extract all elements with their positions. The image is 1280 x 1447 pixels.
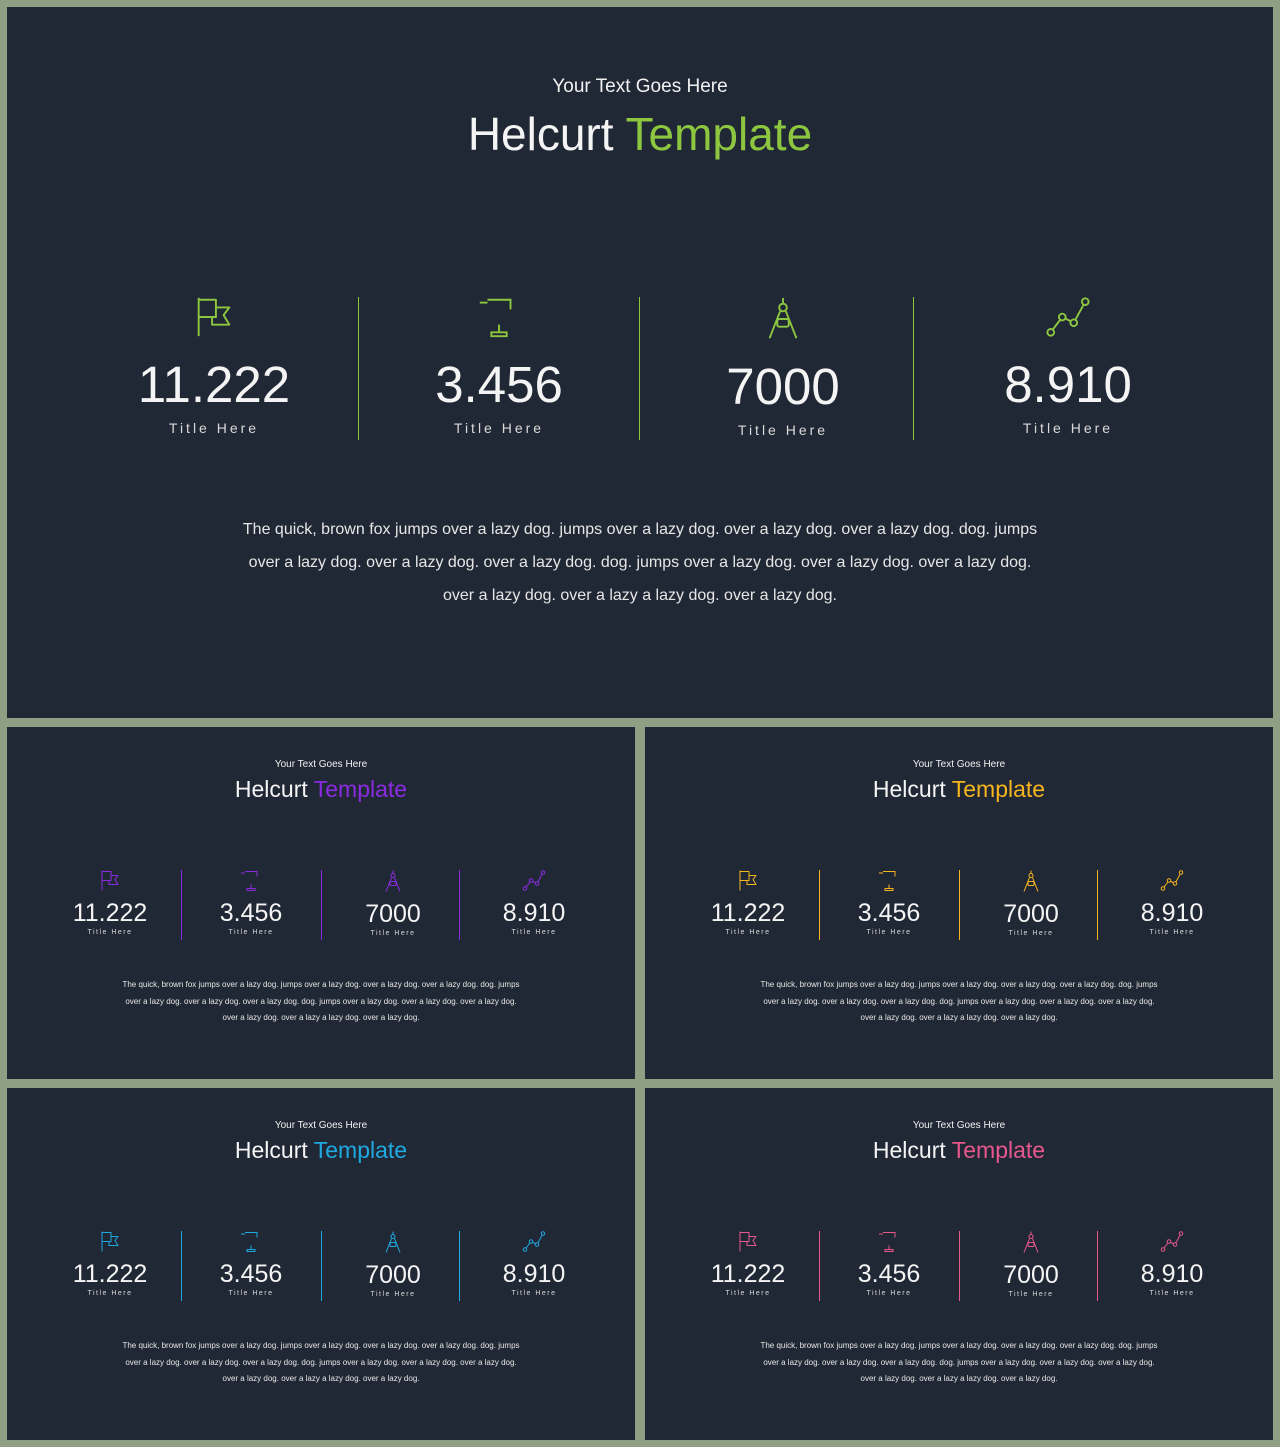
line-chart-icon — [522, 868, 546, 893]
flag-icon — [736, 1229, 760, 1254]
slide-variant-blue — [7, 1088, 635, 1440]
stat-value: 7000 — [365, 900, 421, 928]
trophy-icon — [877, 868, 901, 893]
slide-title — [7, 1137, 635, 1164]
slide-variant-yellow — [645, 727, 1273, 1079]
stat-divider — [321, 1231, 322, 1301]
stat-divider — [358, 297, 359, 440]
body-paragraph: The quick, brown fox jumps over a lazy dog. jumps over a lazy dog. over a lazy dog. over a lazy dog. dog. jumps over a lazy dog. over a lazy dog. over a lazy dog. dog. jumps over a lazy dog. over a lazy dog. over a lazy dog. over a lazy dog. over a lazy a lazy dog. over a lazy dog. — [122, 1341, 520, 1383]
stat-value: 8.910 — [1004, 356, 1132, 413]
stat-label: Title Here — [511, 1290, 557, 1297]
stat-label: Title Here — [1008, 1291, 1054, 1298]
stat-value: 3.456 — [435, 356, 563, 413]
line-chart-icon — [1160, 868, 1184, 893]
stat-label: Title Here — [370, 930, 416, 937]
stat-block — [829, 1229, 949, 1297]
body-paragraph: The quick, brown fox jumps over a lazy dog. jumps over a lazy dog. over a lazy dog. over a lazy dog. dog. jumps over a lazy dog. over a lazy dog. over a lazy dog. dog. jumps over a lazy dog. over a lazy dog. over a lazy dog. over a lazy dog. over a lazy a lazy dog. over a lazy dog. — [122, 980, 520, 1022]
body-paragraph: The quick, brown fox jumps over a lazy dog. jumps over a lazy dog. over a lazy dog. over a lazy dog. dog. jumps over a lazy dog. over a lazy dog. over a lazy dog. dog. jumps over a lazy dog. over a lazy dog. over a lazy dog. over a lazy dog. over a lazy a lazy dog. over a lazy dog. — [760, 1341, 1158, 1383]
stat-block — [829, 868, 949, 936]
stat-label: Title Here — [453, 420, 545, 436]
stat-label: Title Here — [168, 420, 260, 436]
stat-divider — [1097, 870, 1098, 940]
stat-label: Title Here — [725, 1290, 771, 1297]
stat-value: 8.910 — [1140, 1260, 1204, 1288]
flag-icon — [98, 868, 122, 893]
stat-label: Title Here — [1149, 929, 1195, 936]
stat-block — [1112, 1229, 1232, 1297]
flag-icon — [98, 1229, 122, 1254]
stat-divider — [819, 1231, 820, 1301]
stat-block — [688, 868, 808, 936]
stat-block — [474, 1229, 594, 1297]
title-accent: Template — [313, 1137, 408, 1163]
slide-main — [7, 7, 1273, 718]
trophy-icon — [877, 1229, 901, 1254]
title-main: Helcurt — [872, 1137, 946, 1163]
stat-block — [971, 1230, 1091, 1298]
stat-label: Title Here — [737, 422, 829, 438]
stat-label: Title Here — [228, 929, 274, 936]
stat-value: 3.456 — [219, 899, 283, 927]
title-main: Helcurt — [234, 776, 308, 802]
slide-title — [645, 1137, 1273, 1164]
stat-label: Title Here — [1149, 1290, 1195, 1297]
slide-subtitle: Your Text Goes Here — [912, 1120, 1006, 1131]
stat-label: Title Here — [370, 1291, 416, 1298]
stat-block — [191, 1229, 311, 1297]
stat-label: Title Here — [511, 929, 557, 936]
stat-label: Title Here — [725, 929, 771, 936]
stat-block — [379, 293, 619, 436]
stat-value: 7000 — [726, 358, 840, 415]
body-paragraph: The quick, brown fox jumps over a lazy dog. jumps over a lazy dog. over a lazy dog. over a lazy dog. dog. jumps over a lazy dog. over a lazy dog. over a lazy dog. dog. jumps over a lazy dog. over a lazy dog. over a lazy dog. over a lazy dog. over a lazy a lazy dog. over a lazy dog. — [242, 521, 1038, 604]
slide-subtitle: Your Text Goes Here — [274, 1120, 368, 1131]
title-main: Helcurt — [872, 776, 946, 802]
slide-variant-pink — [645, 1088, 1273, 1440]
compass-icon — [1019, 1230, 1043, 1255]
stat-divider — [913, 297, 914, 440]
title-accent: Template — [951, 776, 1046, 802]
compass-icon — [381, 1230, 405, 1255]
slide-title — [645, 776, 1273, 803]
slide-title — [7, 107, 1273, 161]
slide-subtitle: Your Text Goes Here — [274, 759, 368, 770]
stat-block — [94, 293, 334, 436]
trophy-icon — [476, 293, 522, 341]
stat-divider — [181, 870, 182, 940]
stat-divider — [1097, 1231, 1098, 1301]
line-chart-icon — [522, 1229, 546, 1254]
body-paragraph: The quick, brown fox jumps over a lazy dog. jumps over a lazy dog. over a lazy dog. over a lazy dog. dog. jumps over a lazy dog. over a lazy dog. over a lazy dog. dog. jumps over a lazy dog. over a lazy dog. over a lazy dog. over a lazy dog. over a lazy a lazy dog. over a lazy dog. — [760, 980, 1158, 1022]
stat-block — [948, 293, 1188, 436]
stat-block — [333, 1230, 453, 1298]
compass-icon — [1019, 869, 1043, 894]
stat-value: 7000 — [1003, 1261, 1059, 1289]
title-accent: Template — [313, 776, 408, 802]
line-chart-icon — [1160, 1229, 1184, 1254]
stat-label: Title Here — [228, 1290, 274, 1297]
slide-subtitle: Your Text Goes Here — [552, 76, 728, 97]
trophy-icon — [239, 1229, 263, 1254]
stat-label: Title Here — [87, 929, 133, 936]
title-main: Helcurt — [467, 108, 614, 160]
stat-block — [191, 868, 311, 936]
stat-label: Title Here — [866, 1290, 912, 1297]
stat-label: Title Here — [866, 929, 912, 936]
stat-value: 8.910 — [502, 1260, 566, 1288]
stat-value: 7000 — [365, 1261, 421, 1289]
stat-divider — [819, 870, 820, 940]
stat-block — [971, 869, 1091, 937]
stat-value: 3.456 — [857, 899, 921, 927]
title-accent: Template — [951, 1137, 1046, 1163]
stat-label: Title Here — [1022, 420, 1114, 436]
compass-icon — [760, 295, 806, 343]
title-main: Helcurt — [234, 1137, 308, 1163]
slide-title — [7, 776, 635, 803]
line-chart-icon — [1045, 293, 1091, 341]
stat-value: 11.222 — [710, 1260, 786, 1288]
stat-value: 11.222 — [710, 899, 786, 927]
stat-value: 3.456 — [857, 1260, 921, 1288]
stat-divider — [181, 1231, 182, 1301]
stat-value: 8.910 — [1140, 899, 1204, 927]
stat-block — [1112, 868, 1232, 936]
compass-icon — [381, 869, 405, 894]
stat-divider — [321, 870, 322, 940]
stat-value: 11.222 — [72, 1260, 148, 1288]
stat-value: 8.910 — [502, 899, 566, 927]
trophy-icon — [239, 868, 263, 893]
stat-block — [333, 869, 453, 937]
stat-value: 7000 — [1003, 900, 1059, 928]
stat-value: 3.456 — [219, 1260, 283, 1288]
slide-subtitle: Your Text Goes Here — [912, 759, 1006, 770]
stat-block — [50, 1229, 170, 1297]
stat-divider — [459, 1231, 460, 1301]
stat-label: Title Here — [87, 1290, 133, 1297]
stat-block — [688, 1229, 808, 1297]
flag-icon — [736, 868, 760, 893]
stat-block — [663, 295, 903, 438]
stat-value: 11.222 — [137, 356, 291, 413]
stat-divider — [959, 1231, 960, 1301]
flag-icon — [191, 293, 237, 341]
stat-label: Title Here — [1008, 930, 1054, 937]
stat-value: 11.222 — [72, 899, 148, 927]
slide-variant-purple — [7, 727, 635, 1079]
stat-divider — [459, 870, 460, 940]
stat-block — [50, 868, 170, 936]
stat-divider — [959, 870, 960, 940]
stat-block — [474, 868, 594, 936]
stat-divider — [639, 297, 640, 440]
title-accent: Template — [625, 108, 813, 160]
